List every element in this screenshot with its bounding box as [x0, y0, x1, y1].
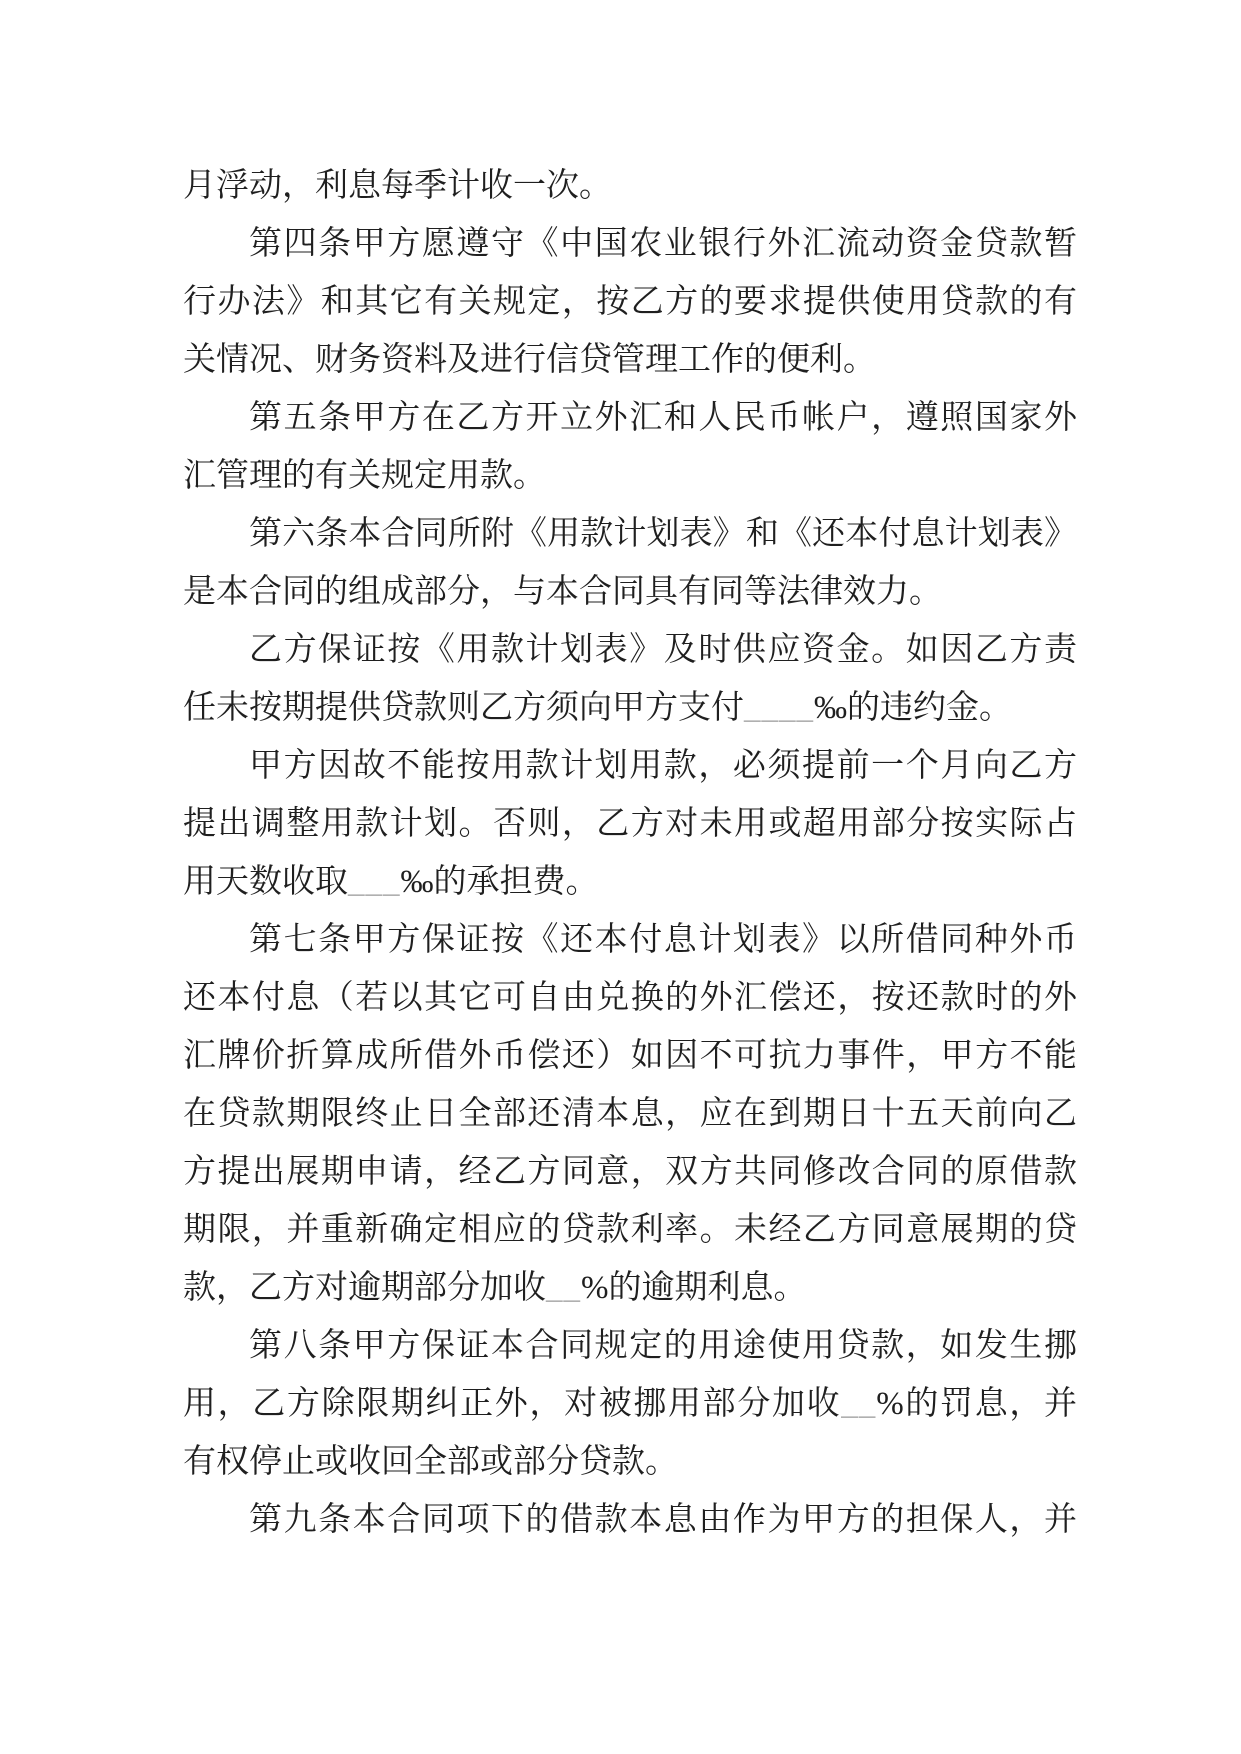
text-line: 第九条本合同项下的借款本息由作为甲方的担保人，并 — [249, 1502, 1077, 1538]
text-line: 期限，并重新确定相应的贷款利率。未经乙方同意展期的贷 — [183, 1212, 1077, 1248]
blank-underline: ___ — [348, 864, 401, 900]
text-line: 方提出展期申请，经乙方同意，双方共同修改合同的原借款 — [183, 1154, 1077, 1190]
text-line: 第四条甲方愿遵守《中国农业银行外汇流动资金贷款暂 — [249, 226, 1077, 262]
text-line: 用，乙方除限期纠正外，对被挪用部分加收__%的罚息，并 — [183, 1386, 1077, 1422]
text-line: 在贷款期限终止日全部还清本息，应在到期日十五天前向乙 — [183, 1096, 1077, 1132]
text-line: 月浮动，利息每季计收一次。 — [183, 168, 612, 204]
text-line: 用天数收取___‰的承担费。 — [183, 864, 599, 900]
contract-text — [183, 157, 1077, 1549]
text-line: 是本合同的组成部分，与本合同具有同等法律效力。 — [183, 574, 942, 610]
text-line: 甲方因故不能按用款计划用款，必须提前一个月向乙方 — [249, 748, 1077, 784]
blank-underline: ____ — [744, 690, 814, 726]
blank-underline: __ — [841, 1386, 877, 1422]
text-line: 第六条本合同所附《用款计划表》和《还本付息计划表》 — [249, 516, 1077, 552]
text-line: 汇管理的有关规定用款。 — [183, 458, 546, 494]
text-line: 汇牌价折算成所借外币偿还）如因不可抗力事件，甲方不能 — [183, 1038, 1077, 1074]
text-line: 行办法》和其它有关规定，按乙方的要求提供使用贷款的有 — [183, 284, 1077, 320]
text-line: 第五条甲方在乙方开立外汇和人民币帐户，遵照国家外 — [249, 400, 1077, 436]
text-line: 还本付息（若以其它可自由兑换的外汇偿还，按还款时的外 — [183, 980, 1077, 1016]
text-line: 第七条甲方保证按《还本付息计划表》以所借同种外币 — [249, 922, 1077, 958]
text-line: 乙方保证按《用款计划表》及时供应资金。如因乙方责 — [249, 632, 1077, 668]
text-line: 提出调整用款计划。否则，乙方对未用或超用部分按实际占 — [183, 806, 1077, 842]
text-line: 款，乙方对逾期部分加收__%的逾期利息。 — [183, 1270, 807, 1306]
text-line: 任未按期提供贷款则乙方须向甲方支付____‰的违约金。 — [183, 690, 1012, 726]
text-line: 关情况、财务资料及进行信贷管理工作的便利。 — [183, 342, 876, 378]
text-line: 第八条甲方保证本合同规定的用途使用贷款，如发生挪 — [249, 1328, 1077, 1364]
text-line: 有权停止或收回全部或部分贷款。 — [183, 1444, 678, 1480]
blank-underline: __ — [546, 1270, 581, 1306]
